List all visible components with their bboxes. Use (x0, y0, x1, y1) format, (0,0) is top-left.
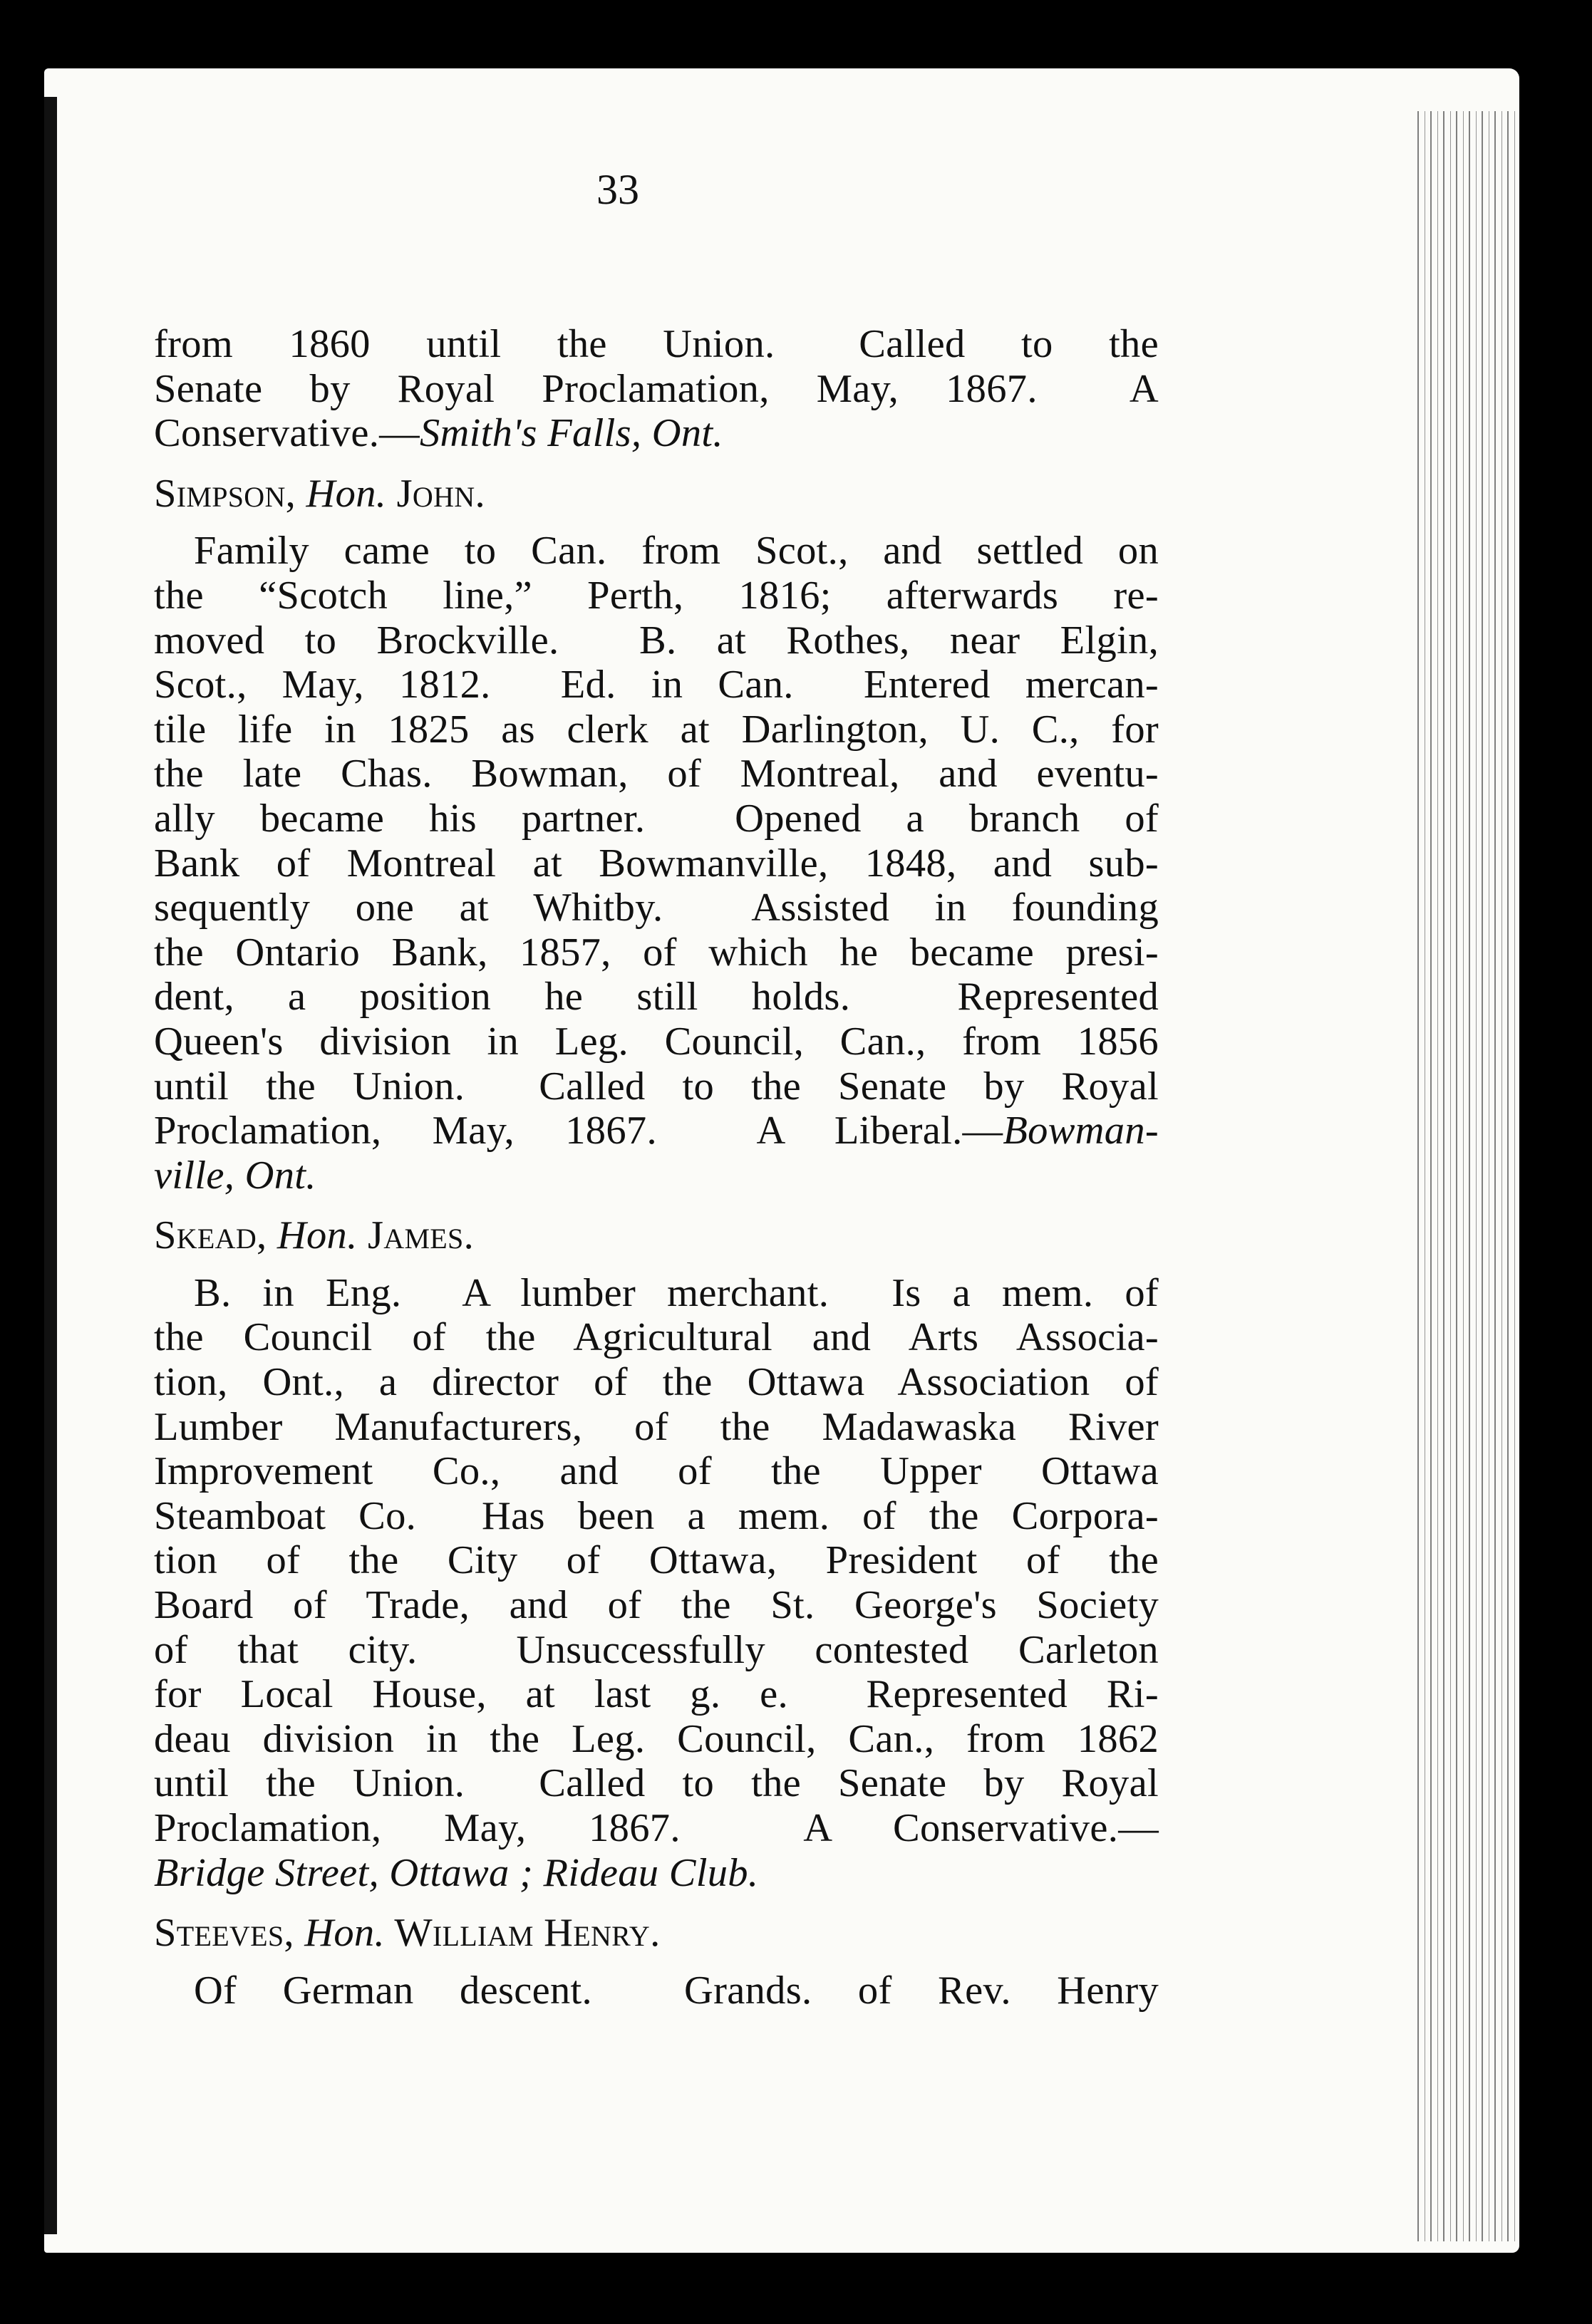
page-shadow-left (44, 97, 57, 2234)
text-line: B. in Eng. A lumber merchant. Is a mem. of (194, 1270, 1159, 1315)
text-line: the late Chas. Bowman, of Montreal, and eventu- (154, 752, 1159, 797)
text-line: tion of the City of Ottawa, President of the (154, 1538, 1159, 1583)
text-line: Conservative.—Smith's Falls, Ont. (154, 411, 723, 456)
address: ville, Ont. (154, 1153, 316, 1198)
body-text (154, 322, 1159, 2013)
text-line: Family came to Can. from Scot., and settled on (194, 529, 1159, 574)
text-line: of that city. Unsuccessfully contested Carleton (154, 1627, 1159, 1672)
address: Bridge Street, Ottawa ; Rideau Club. (154, 1850, 759, 1895)
text-line: Proclamation, May, 1867. A Conservative.— (154, 1806, 1159, 1850)
text-line: dent, a position he still holds. Represented (154, 975, 1159, 1020)
text-line: the Council of the Agricultural and Arts Associa- (154, 1315, 1159, 1360)
text-line: from 1860 until the Union. Called to the (154, 322, 1159, 366)
text-line: sequently one at Whitby. Assisted in founding (154, 886, 1159, 930)
page-number: 33 (596, 166, 639, 213)
entry-heading-steeves: Steeves, Hon. William Henry. (154, 1911, 661, 1956)
text-line: Of German descent. Grands. of Rev. Henry (194, 1968, 1159, 2013)
entry-heading-simpson: Simpson, Hon. John. (154, 471, 485, 516)
text-line: until the Union. Called to the Senate by Royal (154, 1761, 1159, 1806)
text-line: tion, Ont., a director of the Ottawa Association of (154, 1360, 1159, 1405)
text-line: the “Scotch line,” Perth, 1816; afterwards re- (154, 573, 1159, 618)
entry-heading-skead: Skead, Hon. James. (154, 1213, 475, 1258)
text-line: Improvement Co., and of the Upper Ottawa (154, 1449, 1159, 1494)
text-line: Steamboat Co. Has been a mem. of the Corpora- (154, 1493, 1159, 1538)
text-line: Queen's division in Leg. Council, Can., from 1856 (154, 1019, 1159, 1064)
text-line: Bank of Montreal at Bowmanville, 1848, and sub- (154, 841, 1159, 886)
text-line: Board of Trade, and of the St. George's Society (154, 1583, 1159, 1628)
page-edges-right (1412, 111, 1519, 2241)
text-line: for Local House, at last g. e. Represented Ri- (154, 1672, 1159, 1717)
text-line: moved to Brockville. B. at Rothes, near Elgin, (154, 618, 1159, 663)
text-line: the Ontario Bank, 1857, of which he became presi- (154, 930, 1159, 975)
text-line: tile life in 1825 as clerk at Darlington, U. C., for (154, 707, 1159, 752)
text-line: Senate by Royal Proclamation, May, 1867. A (154, 366, 1159, 411)
text-line: Lumber Manufacturers, of the Madawaska River (154, 1404, 1159, 1449)
text-line: Proclamation, May, 1867. A Liberal.—Bowman- (154, 1109, 1159, 1153)
address: Smith's Falls, Ont. (419, 411, 723, 456)
text-line: deau division in the Leg. Council, Can., from 1862 (154, 1716, 1159, 1761)
text-line: Scot., May, 1812. Ed. in Can. Entered mercan- (154, 663, 1159, 707)
text-line: ally became his partner. Opened a branch of (154, 796, 1159, 841)
text-line: until the Union. Called to the Senate by Royal (154, 1064, 1159, 1109)
